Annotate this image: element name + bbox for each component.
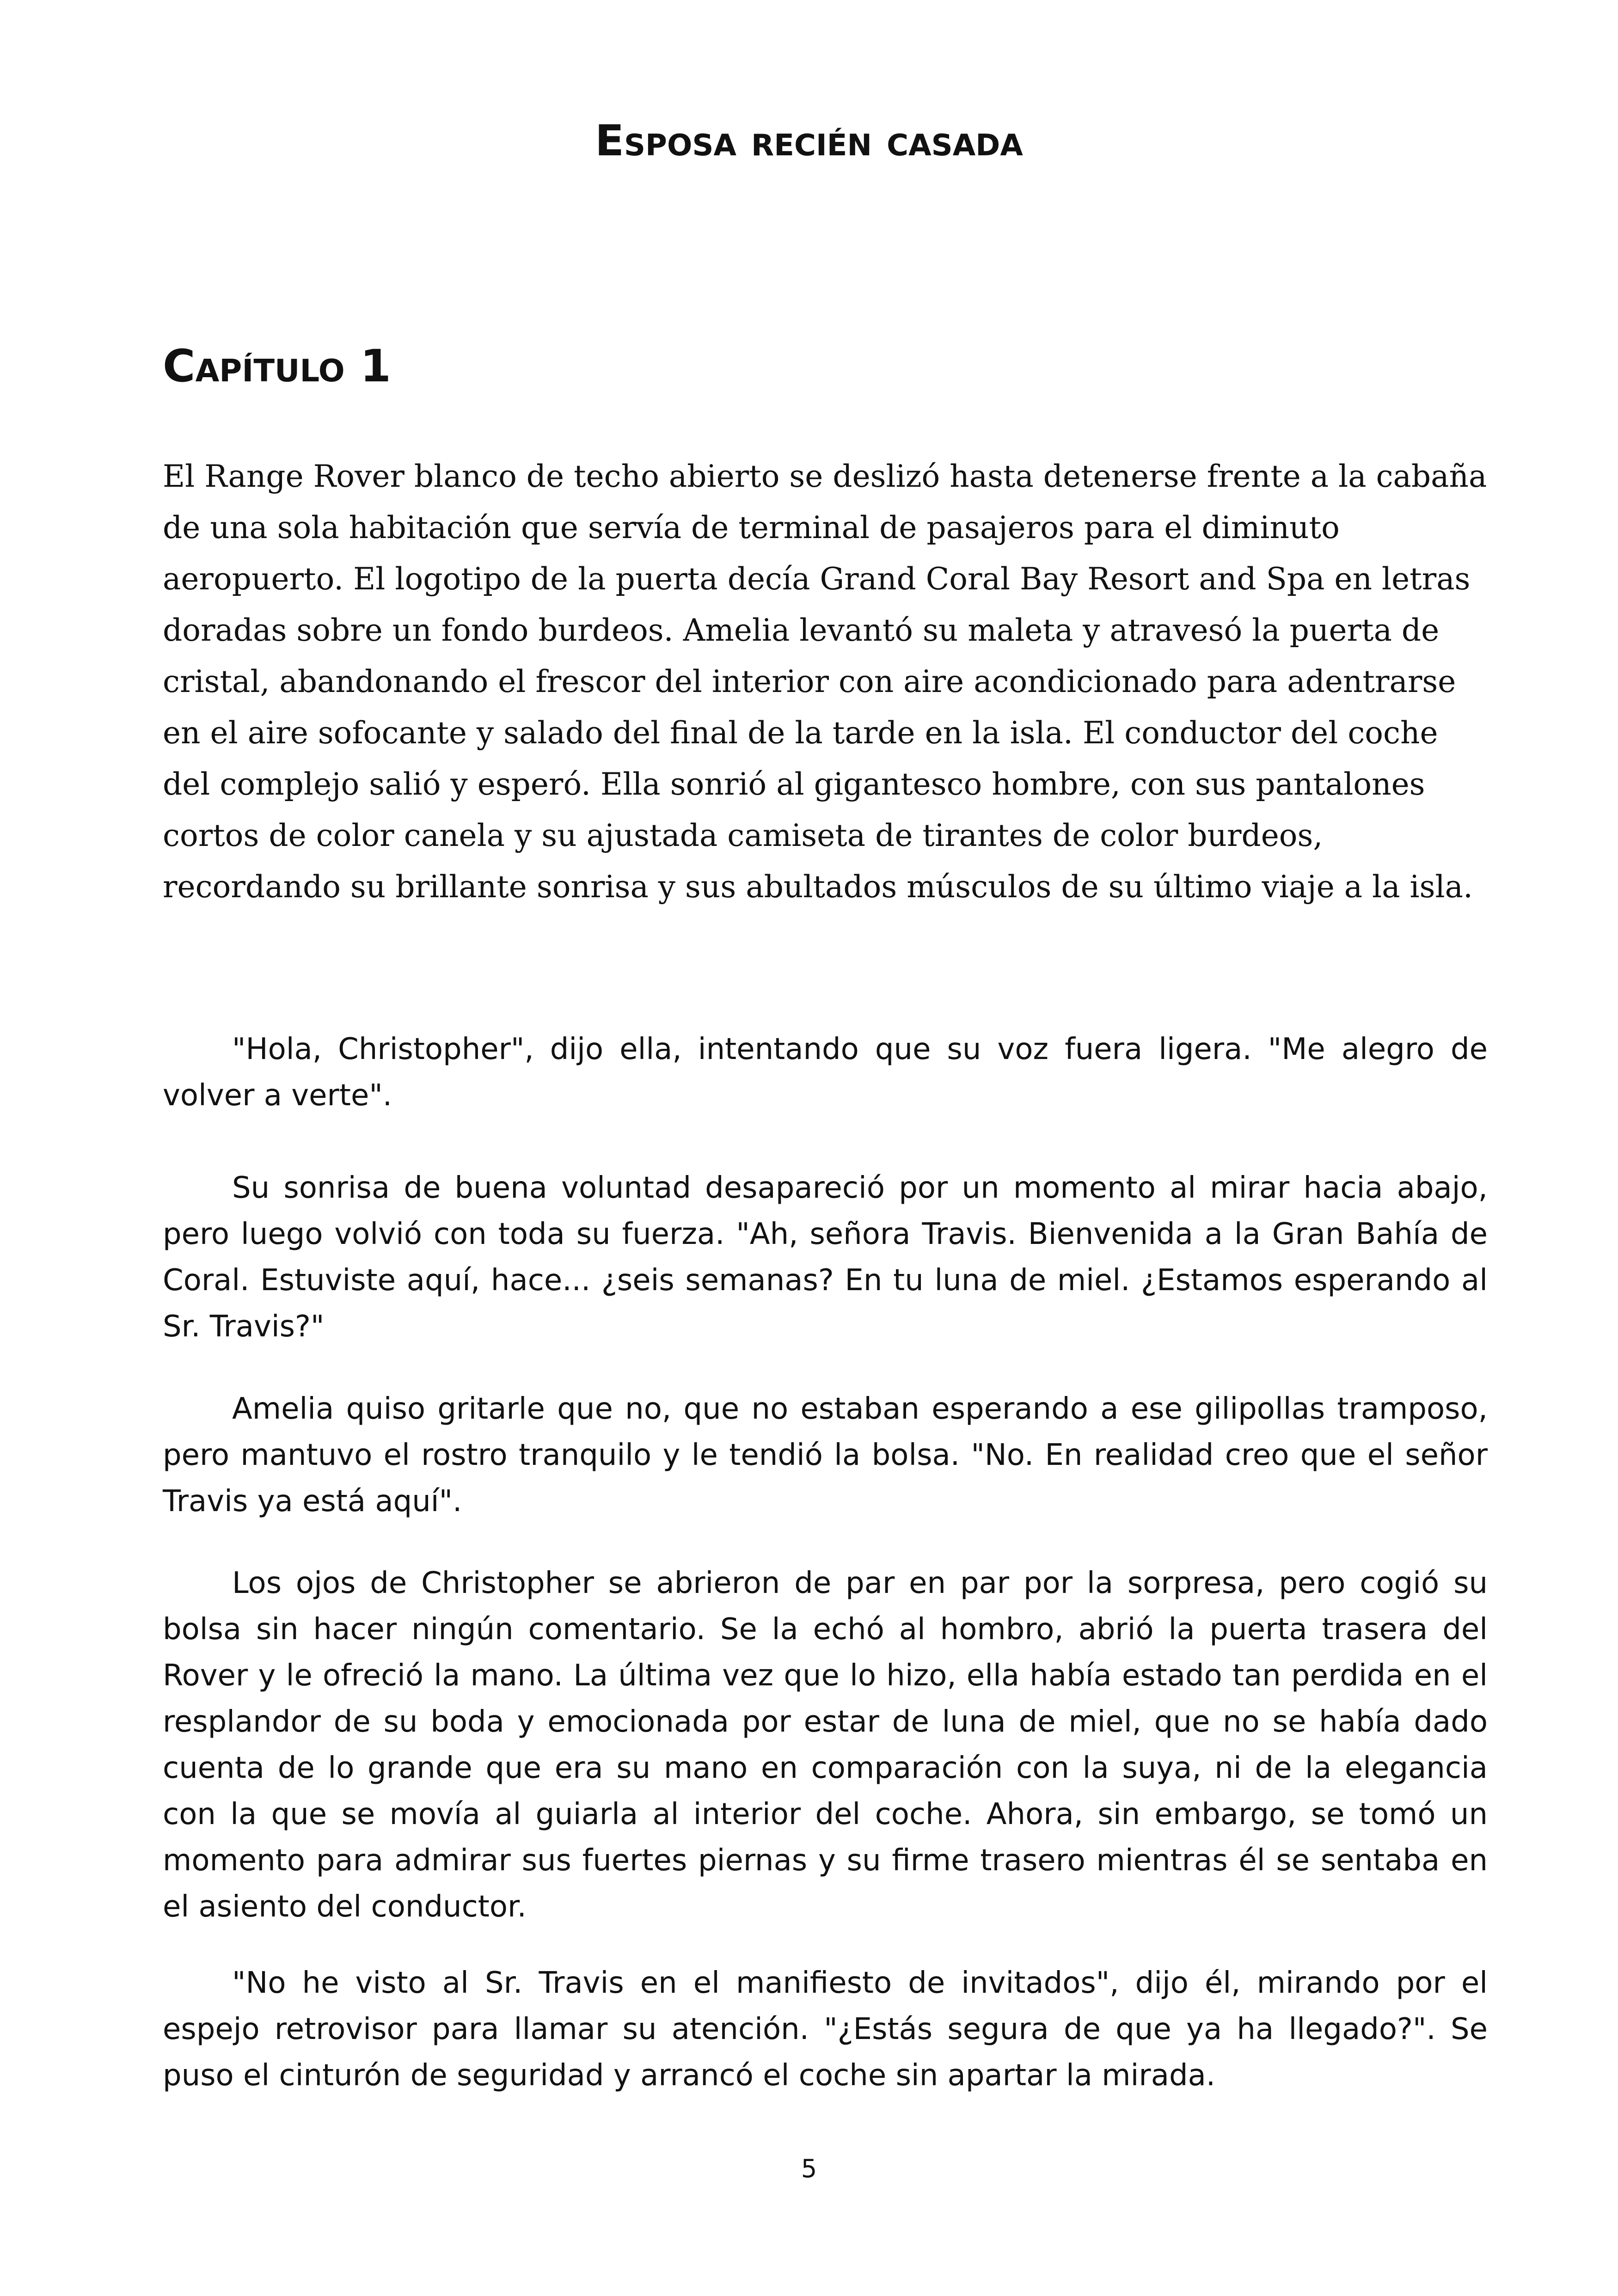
chapter-title: Capítulo 1 [163, 340, 391, 392]
page-number: 5 [801, 2154, 817, 2183]
paragraph-entering-car: Los ojos de Christopher se abrieron de par en par por la sorpresa, pero cogió su bolsa sin hacer ningún comentario. Se la echó al hombro, abrió la puerta trasera del Rover y le ofreció la mano. La última vez que lo hizo, ella había estado tan perdida en el resplandor de su boda y emocionada por estar de luna de miel, que no se había dado cuenta de lo grande que era su mano en comparación con la suya, ni de la elegancia con la que se movía al guiarla al interior del coche. Ahora, sin embargo, se tomó un momento para admirar sus fuertes piernas y su firme trasero mientras él se sentaba en el asiento del conductor. [163, 1566, 1488, 1924]
paragraph-amelia-answer: Amelia quiso gritarle que no, que no estaban esperando a ese gilipollas tramposo, pero mantuvo el rostro tranquilo y le tendió la bolsa. "No. En realidad creo que el señor Travis ya está aquí". [163, 1392, 1488, 1518]
book-title: Esposa recién casada [595, 116, 1023, 165]
paragraph-manifest: "No he visto al Sr. Travis en el manifiesto de invitados", dijo él, mirando por el espejo retrovisor para llamar su atención. "¿Estás segura de que ya ha llegado?". Se puso el cinturón de seguridad y arrancó el coche sin apartar la mirada. [163, 1966, 1488, 2093]
paragraph-driver-reply: Su sonrisa de buena voluntad desapareció por un momento al mirar hacia abajo, pero luego volvió con toda su fuerza. "Ah, señora Travis. Bienvenida a la Gran Bahía de Coral. Estuviste aquí, hace... ¿seis semanas? En tu luna de miel. ¿Estamos esperando al Sr. Travis?" [163, 1171, 1488, 1344]
opening-paragraph: El Range Rover blanco de techo abierto se deslizó hasta detenerse frente a la cabaña de una sola habitación que servía de terminal de pasajeros para el diminuto aeropuerto. El logotipo de la puerta decía Grand Coral Bay Resort and Spa en letras doradas sobre un fondo burdeos. Amelia levantó su maleta y atravesó la puerta de cristal, abandonando el frescor del interior con aire acondicionado para adentrarse en el aire sofocante y salado del final de la tarde en la isla. El conductor del coche del complejo salió y esperó. Ella sonrió al gigantesco hombre, con sus pantalones cortos de color canela y su ajustada camiseta de tirantes de color burdeos, recordando su brillante sonrisa y sus abultados músculos de su último viaje a la isla. [163, 459, 1487, 905]
paragraph-greeting: "Hola, Christopher", dijo ella, intentando que su voz fuera ligera. "Me alegro de volver a verte". [163, 1032, 1488, 1113]
